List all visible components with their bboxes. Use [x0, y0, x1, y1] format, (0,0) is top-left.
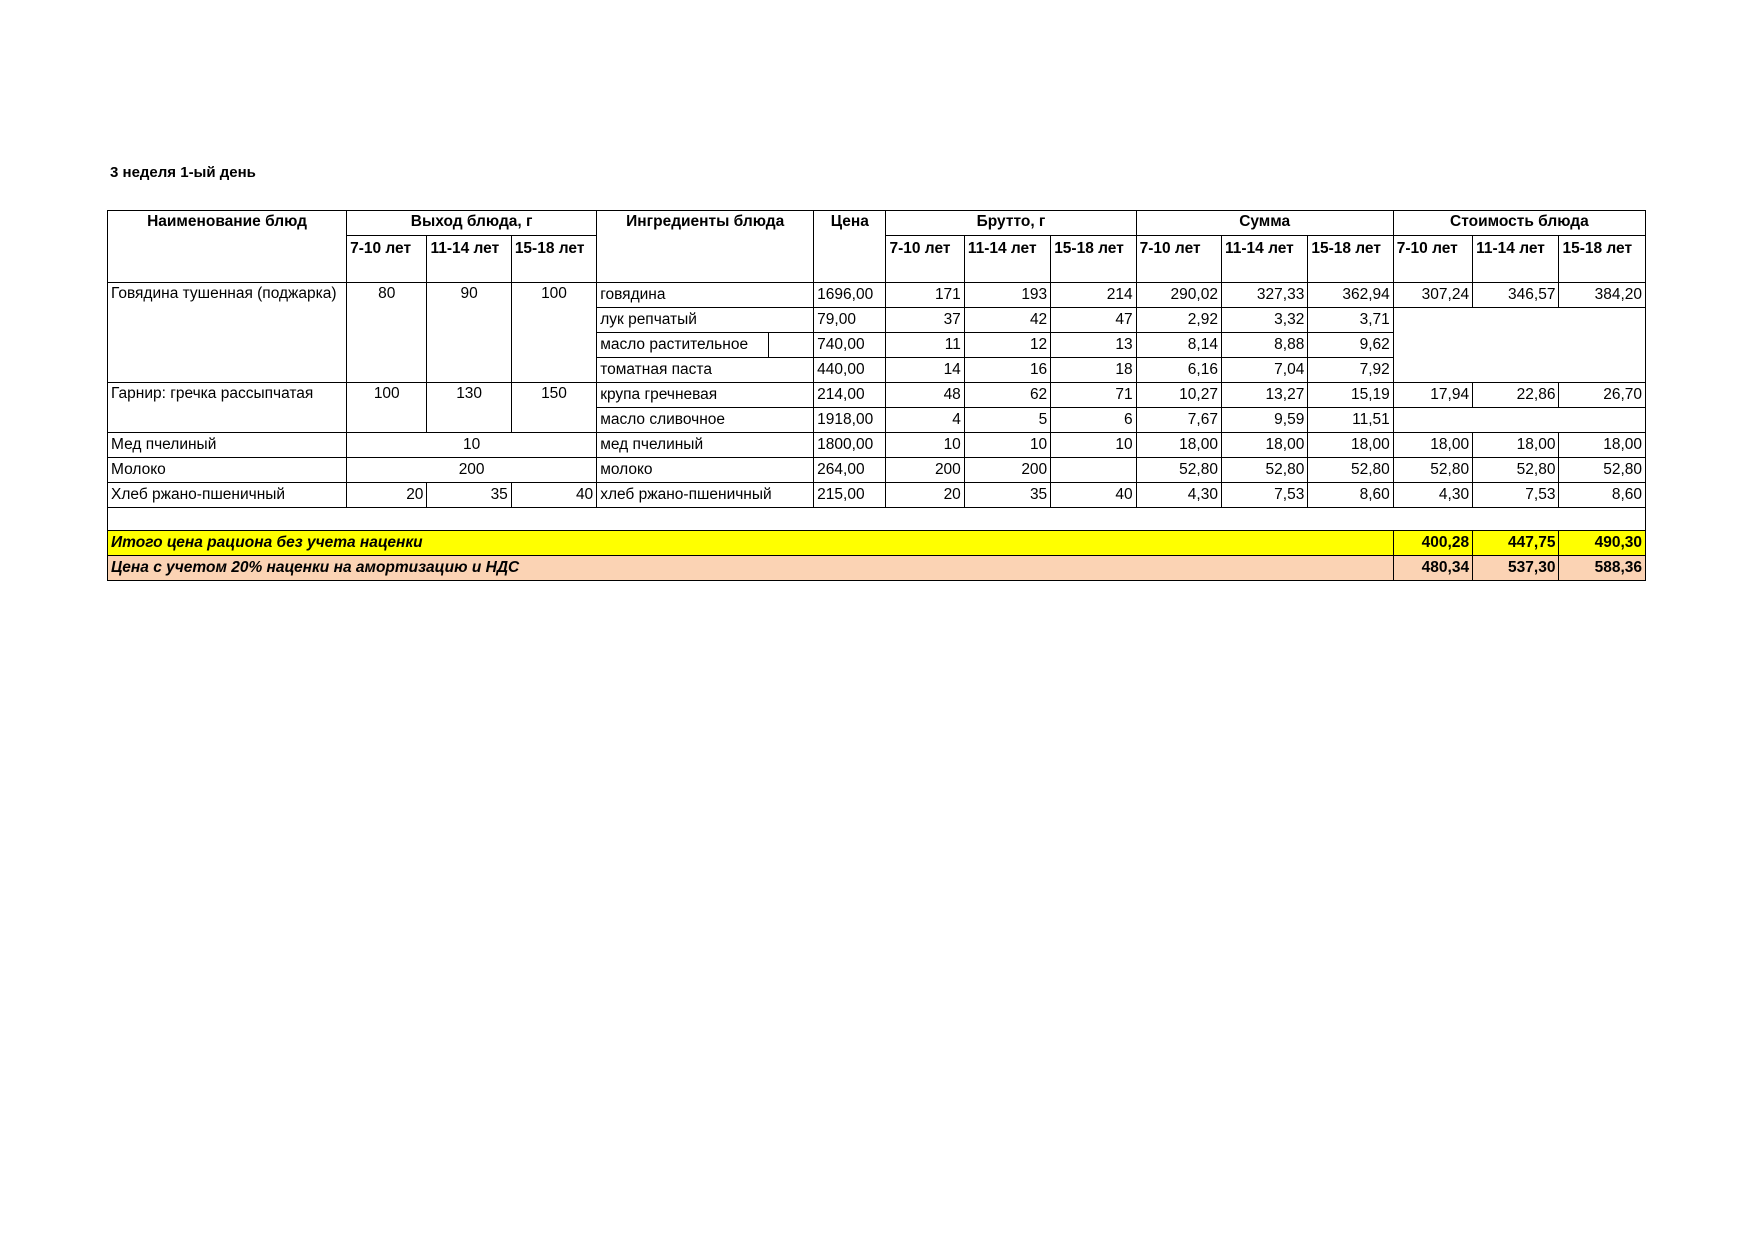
brutto-age2: 5 [964, 408, 1050, 433]
header-ingredients-blank [597, 236, 814, 283]
total-age3: 490,30 [1559, 531, 1646, 556]
ingredient-price: 1696,00 [814, 283, 886, 308]
table-row [108, 458, 1646, 483]
brutto-age3: 47 [1051, 308, 1136, 333]
header-yield: Выход блюда, г [347, 211, 597, 236]
ingredient-price: 264,00 [814, 458, 886, 483]
dish-yield-age2: 90 [427, 283, 511, 383]
cost-age3: 26,70 [1559, 383, 1646, 408]
table-row [108, 283, 1646, 308]
cost-age3: 18,00 [1559, 433, 1646, 458]
vat-age1: 480,34 [1393, 556, 1472, 581]
dish-yield-age2: 130 [427, 383, 511, 433]
total-age2: 447,75 [1473, 531, 1559, 556]
brutto-age2: 42 [964, 308, 1050, 333]
total-row [108, 531, 1646, 556]
cost-age1: 52,80 [1393, 458, 1472, 483]
sum-age1: 8,14 [1136, 333, 1221, 358]
header-price: Цена [814, 211, 886, 236]
brutto-age1: 14 [886, 358, 964, 383]
sum-age1: 290,02 [1136, 283, 1221, 308]
brutto-age2: 193 [964, 283, 1050, 308]
brutto-age3 [1051, 458, 1136, 483]
sum-age2: 327,33 [1221, 283, 1307, 308]
dish-name: Говядина тушенная (поджарка) [108, 283, 347, 383]
ingredient-name: крупа гречневая [597, 383, 814, 408]
cost-age1: 17,94 [1393, 383, 1472, 408]
cost-age2: 18,00 [1473, 433, 1559, 458]
sum-age1: 10,27 [1136, 383, 1221, 408]
header-sum-age1: 7-10 лет [1136, 236, 1221, 283]
brutto-age2: 12 [964, 333, 1050, 358]
sum-age2: 18,00 [1221, 433, 1307, 458]
ingredient-name: хлеб ржано-пшеничный [597, 483, 814, 508]
total-age1: 400,28 [1393, 531, 1472, 556]
vat-row [108, 556, 1646, 581]
header-yield-age3: 15-18 лет [511, 236, 596, 283]
brutto-age2: 62 [964, 383, 1050, 408]
header-brutto: Брутто, г [886, 211, 1136, 236]
cost-age3: 52,80 [1559, 458, 1646, 483]
header-yield-age2: 11-14 лет [427, 236, 511, 283]
cost-empty-cell [1393, 308, 1645, 383]
cost-age1: 18,00 [1393, 433, 1472, 458]
dish-yield-all: 200 [347, 458, 597, 483]
ingredient-price: 79,00 [814, 308, 886, 333]
sum-age3: 362,94 [1308, 283, 1393, 308]
ingredient-name: томатная паста [597, 358, 814, 383]
dish-name: Гарнир: гречка рассыпчатая [108, 383, 347, 433]
dish-yield-age2: 35 [427, 483, 511, 508]
cost-age1: 4,30 [1393, 483, 1472, 508]
cost-age3: 384,20 [1559, 283, 1646, 308]
ingredient-name-text: масло растительное [600, 336, 749, 353]
brutto-age3: 71 [1051, 383, 1136, 408]
sum-age3: 18,00 [1308, 433, 1393, 458]
sum-age2: 3,32 [1221, 308, 1307, 333]
sum-age3: 3,71 [1308, 308, 1393, 333]
dish-yield-age1: 20 [347, 483, 427, 508]
cost-age3: 8,60 [1559, 483, 1646, 508]
sum-age1: 6,16 [1136, 358, 1221, 383]
dish-yield-age1: 80 [347, 283, 427, 383]
table-row [108, 433, 1646, 458]
vat-age3: 588,36 [1559, 556, 1646, 581]
vat-age2: 537,30 [1473, 556, 1559, 581]
cost-empty-cell [1393, 408, 1645, 433]
header-brutto-age1: 7-10 лет [886, 236, 964, 283]
header-sum-age3: 15-18 лет [1308, 236, 1393, 283]
dish-yield-age3: 40 [511, 483, 596, 508]
brutto-age1: 171 [886, 283, 964, 308]
brutto-age1: 20 [886, 483, 964, 508]
brutto-age2: 200 [964, 458, 1050, 483]
ingredient-name: масло сливочное [597, 408, 814, 433]
ingredient-name: мед пчелиный [597, 433, 814, 458]
sum-age1: 7,67 [1136, 408, 1221, 433]
cell-divider [768, 333, 769, 357]
header-price-blank [814, 236, 886, 283]
header-yield-age1: 7-10 лет [347, 236, 427, 283]
spacer-cell [108, 508, 1646, 531]
brutto-age3: 214 [1051, 283, 1136, 308]
sum-age3: 15,19 [1308, 383, 1393, 408]
sum-age2: 7,04 [1221, 358, 1307, 383]
brutto-age3: 13 [1051, 333, 1136, 358]
total-label: Итого цена рациона без учета наценки [108, 531, 1394, 556]
brutto-age1: 10 [886, 433, 964, 458]
header-dish-blank [108, 236, 347, 283]
ingredient-price: 1918,00 [814, 408, 886, 433]
sum-age2: 7,53 [1221, 483, 1307, 508]
ingredient-name: говядина [597, 283, 814, 308]
brutto-age1: 200 [886, 458, 964, 483]
sum-age1: 4,30 [1136, 483, 1221, 508]
ingredient-price: 740,00 [814, 333, 886, 358]
cost-age2: 22,86 [1473, 383, 1559, 408]
ingredient-price: 214,00 [814, 383, 886, 408]
ingredient-name: лук репчатый [597, 308, 814, 333]
spacer-row [108, 508, 1646, 531]
sum-age1: 2,92 [1136, 308, 1221, 333]
brutto-age1: 11 [886, 333, 964, 358]
ingredient-name [597, 333, 814, 358]
brutto-age1: 37 [886, 308, 964, 333]
brutto-age3: 18 [1051, 358, 1136, 383]
cost-age2: 346,57 [1473, 283, 1559, 308]
vat-label: Цена с учетом 20% наценки на амортизацию и НДС [108, 556, 1394, 581]
header-dish: Наименование блюд [108, 211, 347, 236]
brutto-age2: 16 [964, 358, 1050, 383]
sum-age3: 8,60 [1308, 483, 1393, 508]
header-cost-age3: 15-18 лет [1559, 236, 1646, 283]
brutto-age1: 48 [886, 383, 964, 408]
brutto-age3: 10 [1051, 433, 1136, 458]
sum-age1: 52,80 [1136, 458, 1221, 483]
header-row-main [108, 211, 1646, 236]
header-sum-age2: 11-14 лет [1221, 236, 1307, 283]
sum-age3: 52,80 [1308, 458, 1393, 483]
header-sum: Сумма [1136, 211, 1393, 236]
header-brutto-age2: 11-14 лет [964, 236, 1050, 283]
header-ingredients: Ингредиенты блюда [597, 211, 814, 236]
dish-yield-all: 10 [347, 433, 597, 458]
brutto-age3: 40 [1051, 483, 1136, 508]
header-cost: Стоимость блюда [1393, 211, 1645, 236]
page-title: 3 неделя 1-ый день [110, 164, 256, 181]
sum-age2: 9,59 [1221, 408, 1307, 433]
sum-age2: 52,80 [1221, 458, 1307, 483]
dish-name: Мед пчелиный [108, 433, 347, 458]
brutto-age1: 4 [886, 408, 964, 433]
ingredient-price: 215,00 [814, 483, 886, 508]
sum-age3: 7,92 [1308, 358, 1393, 383]
header-brutto-age3: 15-18 лет [1051, 236, 1136, 283]
sum-age1: 18,00 [1136, 433, 1221, 458]
dish-yield-age1: 100 [347, 383, 427, 433]
sum-age3: 9,62 [1308, 333, 1393, 358]
sum-age2: 8,88 [1221, 333, 1307, 358]
dish-yield-age3: 150 [511, 383, 596, 433]
cost-age2: 7,53 [1473, 483, 1559, 508]
dish-yield-age3: 100 [511, 283, 596, 383]
header-row-ages [108, 236, 1646, 283]
brutto-age2: 35 [964, 483, 1050, 508]
ingredient-price: 440,00 [814, 358, 886, 383]
cost-age2: 52,80 [1473, 458, 1559, 483]
ingredient-name: молоко [597, 458, 814, 483]
ingredient-price: 1800,00 [814, 433, 886, 458]
brutto-age2: 10 [964, 433, 1050, 458]
dish-name: Молоко [108, 458, 347, 483]
sum-age2: 13,27 [1221, 383, 1307, 408]
cost-age1: 307,24 [1393, 283, 1472, 308]
brutto-age3: 6 [1051, 408, 1136, 433]
sum-age3: 11,51 [1308, 408, 1393, 433]
header-cost-age2: 11-14 лет [1473, 236, 1559, 283]
dish-name: Хлеб ржано-пшеничный [108, 483, 347, 508]
header-cost-age1: 7-10 лет [1393, 236, 1472, 283]
table-row [108, 483, 1646, 508]
table-row [108, 383, 1646, 408]
cost-table [107, 210, 1646, 581]
